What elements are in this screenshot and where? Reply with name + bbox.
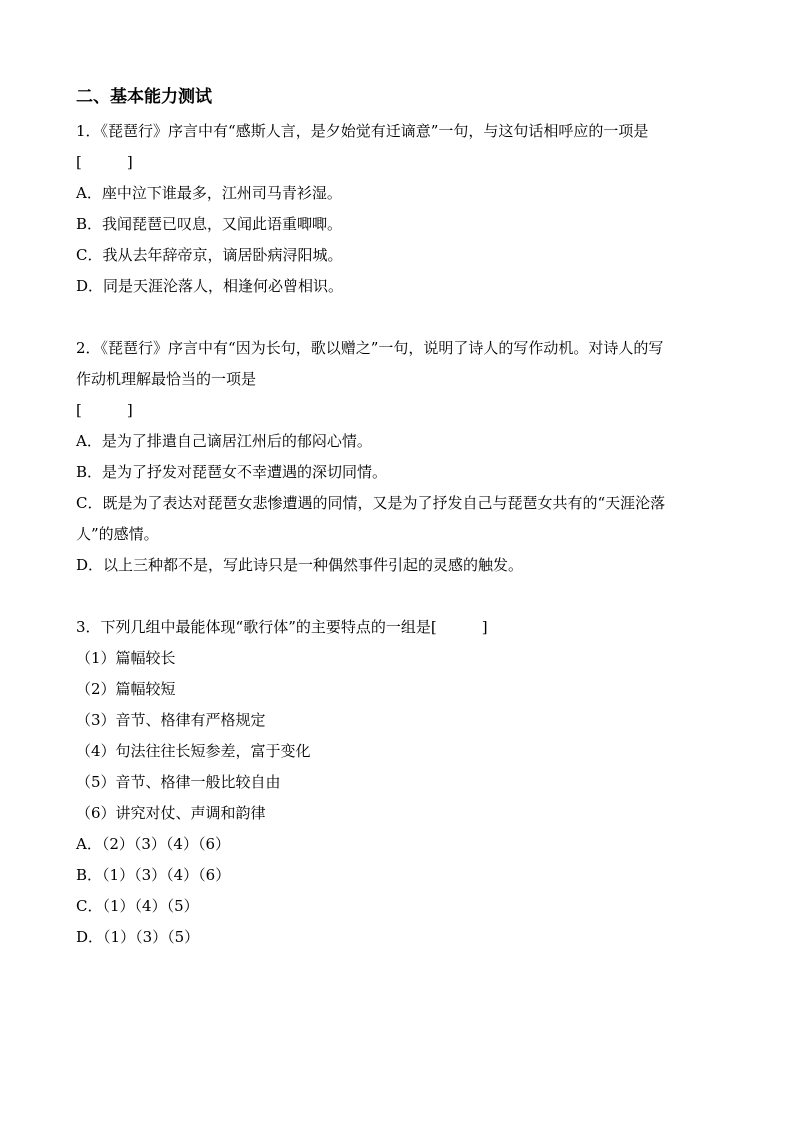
question-3-item-3: （3）音节、格律有严格规定	[76, 711, 266, 729]
question-2-option-b: B．是为了抒发对琵琶女不幸遭遇的深切同情。	[76, 463, 388, 481]
question-2-option-d: D．以上三种都不是，写此诗只是一种偶然事件引起的灵感的触发。	[76, 556, 524, 574]
question-1-stem-line-1: 1．《琵琶行》序言中有“感斯人言，是夕始觉有迁谪意”一句，与这句话相呼应的一项是	[76, 122, 649, 140]
question-2-option-a: A．是为了排遣自己谪居江州后的郁闷心情。	[76, 432, 372, 450]
question-1-option-a: A．座中泣下谁最多，江州司马青衫湿。	[76, 184, 342, 202]
question-3-option-b: B．（1）（3）（4）（6）	[76, 866, 231, 884]
question-3-option-a: A．（2）（3）（4）（6）	[76, 835, 231, 853]
question-1-option-d: D．同是天涯沦落人，相逢何必曾相识。	[76, 277, 344, 295]
question-3-item-1: （1）篇幅较长	[76, 649, 176, 667]
question-2-answer-bracket: [ ]	[76, 401, 133, 419]
question-spacer	[76, 302, 724, 333]
question-1-option-b: B．我闻琵琶已叹息，又闻此语重唧唧。	[76, 215, 343, 233]
question-2-option-c-line-2: 人”的感情。	[76, 525, 159, 543]
question-3-item-5: （5）音节、格律一般比较自由	[76, 773, 281, 791]
question-spacer	[76, 581, 724, 612]
question-1-answer-bracket: [ ]	[76, 153, 133, 171]
question-1-option-c: C．我从去年辞帝京，谪居卧病浔阳城。	[76, 246, 343, 264]
question-3-option-d: D．（1）（3）（5）	[76, 928, 200, 946]
question-3	[76, 612, 724, 953]
question-2-option-c-line-1: C．既是为了表达对琵琶女悲惨遭遇的同情，又是为了抒发自己与琵琶女共有的“天涯沦落	[76, 494, 666, 512]
question-2	[76, 333, 724, 581]
question-1	[76, 116, 724, 302]
section-title: 二、基本能力测试	[76, 87, 212, 107]
question-3-item-2: （2）篇幅较短	[76, 680, 176, 698]
question-3-option-c: C．（1）（4）（5）	[76, 897, 199, 915]
question-2-stem-line-1: 2．《琵琶行》序言中有“因为长句，歌以赠之”一句，说明了诗人的写作动机。对诗人的写	[76, 339, 664, 357]
question-2-stem-line-2: 作动机理解最恰当的一项是	[76, 370, 257, 388]
question-3-item-6: （6）讲究对仗、声调和韵律	[76, 804, 266, 822]
question-3-stem: 3．下列几组中最能体现“歌行体”的主要特点的一组是[ ]	[76, 618, 488, 636]
question-3-item-4: （4）句法往往长短参差，富于变化	[76, 742, 311, 760]
